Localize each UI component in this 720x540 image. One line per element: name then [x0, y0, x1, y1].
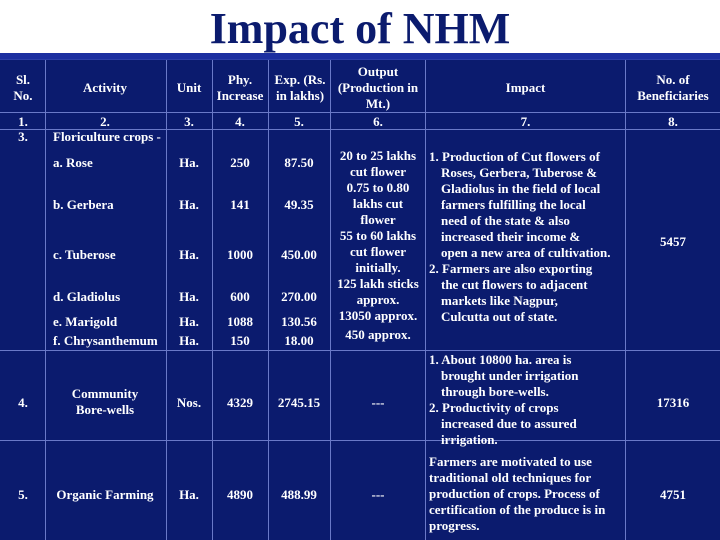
col-number: 3. [184, 114, 194, 129]
phy-cell: 1000 [227, 247, 253, 262]
row-sl-no: 3. [18, 129, 28, 144]
row-divider [0, 350, 720, 351]
floriculture-label: Floriculture crops - [53, 129, 161, 144]
col-divider [625, 60, 626, 540]
unit-cell: Ha. [179, 314, 199, 329]
activity-cell: Organic Farming [56, 487, 154, 502]
col-number: 8. [668, 114, 678, 129]
unit-cell: Ha. [179, 289, 199, 304]
col-number: 7. [520, 114, 531, 129]
title-underline [0, 53, 720, 59]
col-divider [45, 60, 46, 540]
phy-cell: 4890 [227, 487, 253, 502]
exp-cell: 130.56 [281, 314, 317, 329]
activity-cell: b. Gerbera [53, 197, 114, 212]
activity-cell: c. Tuberose [53, 247, 116, 262]
unit-cell: Ha. [179, 155, 199, 170]
phy-cell: 1088 [227, 314, 253, 329]
header-unit: Unit [176, 80, 202, 95]
unit-cell: Ha. [179, 247, 199, 262]
header-output: Output (Production in Mt.) [337, 64, 419, 111]
header-impact: Impact [505, 80, 546, 95]
exp-cell: 49.35 [284, 197, 314, 212]
output-cell: --- [371, 395, 385, 410]
header-exp: Exp. (Rs. in lakhs) [274, 72, 326, 103]
header-sl-no: Sl. No. [13, 72, 33, 103]
row-sl-no: 5. [18, 487, 28, 502]
impact-cell: Farmers are motivated to use traditional old techniques for production of crops. Process of certification of the produce is in progress. [429, 454, 606, 533]
phy-cell: 141 [230, 197, 250, 212]
col-divider [425, 60, 426, 540]
exp-cell: 87.50 [284, 155, 314, 170]
activity-cell: a. Rose [53, 155, 93, 170]
header-activity: Activity [82, 80, 128, 95]
floriculture-output: 20 to 25 lakhs cut flower 0.75 to 0.80 lakhs cut flower 55 to 60 lakhs cut flower initially. 125 lakh sticks approx. 13050 approx. 450 approx. [337, 148, 419, 342]
phy-cell: 600 [230, 289, 250, 304]
beneficiaries-cell: 4751 [660, 487, 686, 502]
output-cell: --- [371, 487, 385, 502]
title-bar [0, 0, 720, 60]
unit-cell: Ha. [179, 333, 199, 348]
exp-cell: 270.00 [281, 289, 317, 304]
activity-cell: Community Bore-wells [71, 386, 139, 417]
exp-cell: 488.99 [281, 487, 317, 502]
phy-cell: 4329 [227, 395, 253, 410]
activity-cell: e. Marigold [53, 314, 118, 329]
col-number: 6. [373, 114, 383, 129]
col-number: 2. [100, 114, 110, 129]
col-number: 4. [235, 114, 245, 129]
unit-cell: Ha. [179, 197, 199, 212]
floriculture-beneficiaries: 5457 [660, 234, 686, 249]
activity-cell: f. Chrysanthemum [53, 333, 158, 348]
beneficiaries-cell: 17316 [656, 395, 690, 410]
activity-cell: d. Gladiolus [53, 289, 121, 304]
floriculture-impact: 1. Production of Cut flowers of Roses, Gerbera, Tuberose & Gladiolus in the field of local farmers fulfilling the local need of the state & also increased their income & open a new area of cultivation. 2. Farmers are also exporting the cut flowers to adjacent markets like Nagpur, Culcutta out of state. [429, 149, 611, 324]
col-number: 5. [294, 114, 304, 129]
col-number: 1. [18, 114, 28, 129]
row-divider [0, 112, 720, 113]
slide-title: Impact of NHM [209, 4, 511, 53]
exp-cell: 450.00 [281, 247, 317, 262]
phy-cell: 250 [230, 155, 250, 170]
exp-cell: 18.00 [284, 333, 314, 348]
header-beneficiaries: No. of Beneficiaries [637, 72, 709, 103]
phy-cell: 150 [230, 333, 250, 348]
row-sl-no: 4. [18, 395, 28, 410]
header-phy-increase: Phy. Increase [216, 72, 264, 103]
unit-cell: Nos. [176, 395, 202, 410]
unit-cell: Ha. [179, 487, 199, 502]
exp-cell: 2745.15 [277, 395, 321, 410]
impact-cell: 1. About 10800 ha. area is brought under irrigation through bore-wells. 2. Productivity of crops increased due to assured irrigation. [429, 352, 579, 447]
